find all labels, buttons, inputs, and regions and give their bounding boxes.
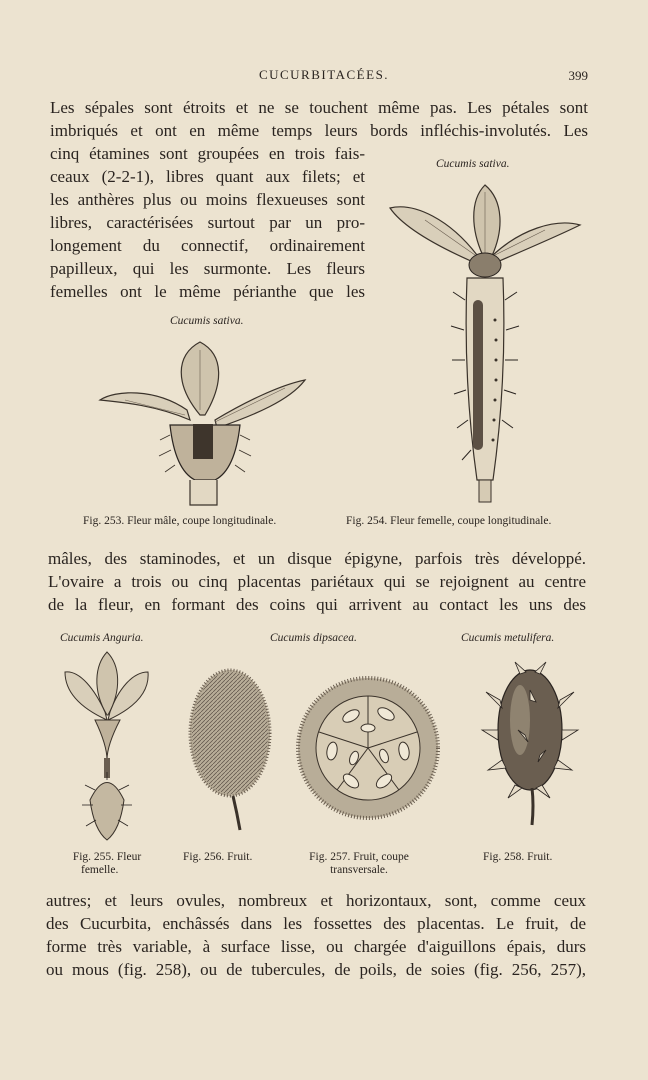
text-line: des Cucurbita, enchâssés dans les fossettes des placentas. Le fruit, de bbox=[46, 914, 586, 933]
fig254-caption: Fig. 254. Fleur femelle, coupe longitudinale. bbox=[346, 515, 552, 527]
fig257-caption-line1: Fig. 257. Fruit, coupe bbox=[309, 851, 409, 863]
fig253-male-flower-illustration bbox=[95, 340, 310, 510]
fig255-caption-line2: femelle. bbox=[81, 864, 119, 876]
text-line: ou mous (fig. 258), ou de tubercules, de poils, de soies (fig. 256, 257), bbox=[46, 960, 586, 979]
fig257-caption-line2: transversale. bbox=[330, 864, 388, 876]
fig258-species-label: Cucumis metulifera. bbox=[461, 632, 555, 644]
fig256-caption: Fig. 256. Fruit. bbox=[183, 851, 253, 863]
fig258-caption: Fig. 258. Fruit. bbox=[483, 851, 553, 863]
fig256-257-species-label: Cucumis dipsacea. bbox=[270, 632, 357, 644]
text-line: autres; et leurs ovules, nombreux et horizontaux, sont, comme ceux bbox=[46, 891, 586, 910]
fig257-caption bbox=[296, 851, 422, 877]
fig258-fruit-illustration bbox=[480, 660, 580, 830]
page-number: 399 bbox=[568, 68, 588, 83]
text-line: imbriqués et ont en même temps leurs bords infléchis-involutés. Les bbox=[50, 121, 588, 140]
text-line: de la fleur, en formant des coins qui arrivent au contact les uns des bbox=[48, 595, 586, 614]
fig253-caption: Fig. 253. Fleur mâle, coupe longitudinale. bbox=[83, 515, 277, 527]
text-line: L'ovaire a trois ou cinq placentas pariétaux qui se rejoignent au centre bbox=[48, 572, 586, 591]
text-line: femelles ont le même périanthe que les bbox=[50, 282, 365, 301]
text-line: papilleux, qui les surmonte. Les fleurs bbox=[50, 259, 365, 278]
fig254-female-flower-illustration bbox=[385, 180, 585, 510]
middle-paragraph bbox=[48, 547, 586, 616]
text-line: Les sépales sont étroits et ne se touchent même pas. Les pétales sont bbox=[50, 98, 588, 117]
fig255-caption bbox=[52, 851, 162, 877]
fig254-species-label: Cucumis sativa. bbox=[436, 158, 510, 170]
fig257-fruit-section-illustration bbox=[296, 676, 440, 820]
text-line: forme très variable, à surface lisse, ou chargée d'aiguillons épais, durs bbox=[46, 937, 586, 956]
bottom-paragraph bbox=[46, 889, 586, 981]
fig253-species-label: Cucumis sativa. bbox=[170, 315, 244, 327]
top-paragraph-narrow bbox=[50, 142, 365, 303]
text-line: ceaux (2-2-1), libres quant aux filets; et bbox=[50, 167, 365, 186]
text-line: les anthères plus ou moins flexueuses sont bbox=[50, 190, 365, 209]
fig255-female-flower-illustration bbox=[60, 650, 155, 845]
text-line: libres, caractérisées surtout par un pro- bbox=[50, 213, 365, 232]
top-paragraph-full bbox=[50, 96, 588, 142]
fig255-caption-line1: Fig. 255. Fleur bbox=[72, 851, 142, 863]
fig255-species-label: Cucumis Anguria. bbox=[60, 632, 144, 644]
text-line: longement du connectif, ordinairement bbox=[50, 236, 365, 255]
running-header: CUCURBITACÉES. bbox=[258, 67, 390, 82]
fig256-fruit-illustration bbox=[185, 668, 275, 833]
text-line: mâles, des staminodes, et un disque épigyne, parfois très développé. bbox=[48, 549, 586, 568]
text-line: cinq étamines sont groupées en trois fais- bbox=[50, 144, 365, 163]
